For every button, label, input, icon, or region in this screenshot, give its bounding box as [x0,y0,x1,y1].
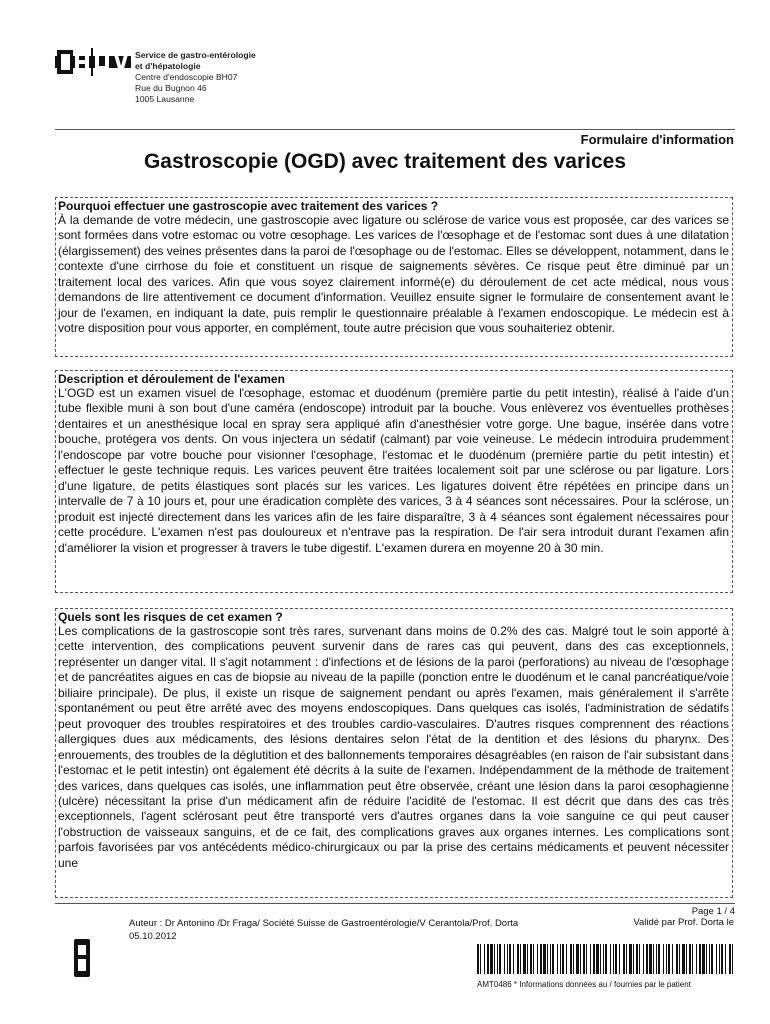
vaud-canton-logo [72,937,92,979]
header-rule [55,129,735,130]
section-heading: Description et déroulement de l'examen [58,372,285,386]
author-line: Auteur : Dr Antonino /Dr Fraga/ Société Suisse de Gastroentérologie/V Cerantola/Prof. Dorta [129,918,519,929]
section-risks [55,608,733,898]
section-body: Les complications de la gastroscopie sont très rares, survenant dans moins de 0.2% des cas. Malgré tout le soin apporté à cette intervention, des complications peuvent survenir dans de rares cas qui peuvent, dans des cas exceptionnels, représenter un danger vital. Il s'agit notamment : d'infections et de lésions de la paroi (perforations) au niveau de l'œsophage et de pancréatites aigues en cas de biopsie au niveau de la papille (ponction entre le duodénum et le canal pancréatique/voie biliaire principale). De plus, il existe un risque de saignement pendant ou après l'examen, mais généralement il s'arrête spontanément ou peut être arrêté avec des moyens endoscopiques. Dans quelques cas isolés, l'administration de sédatifs peut provoquer des troubles respiratoires et des troubles cardio-vasculaires. D'autres risques comprennent des réactions allergiques dues aux médicaments, des lésions dentaires selon l'état de la dentition et des lésions du pharynx. Des enrouements, des troubles de la déglutition et des ballonnements temporaires désagréables (en raison de l'air subsistant dans l'estomac et le petit intestin) ont également été décrits à la suite de l'examen. Indépendamment de la méthode de traitement des varices, dans quelques cas isolés, une inflammation peut être observée, créant une lésion dans la paroi œsophagienne (ulcère) nécessitant la prise d'un médicament afin de réduire l'acidité de l'estomac. Il est décrit que dans des cas très exceptionnels, l'agent sclérosant peut être transporté vers d'autres organes dans la voie sanguine ce qui peut causer l'obstruction de vaisseaux sanguins, et de ce fait, des complications graves aux organes internes. Les complications sont parfois favorisées par vos antécédents médico-chirurgicaux ou par la prise des certains médicaments et peuvent nécessiter une [58,624,729,870]
author-date: 05.10.2012 [129,931,177,942]
document-code: AMT0486 * Informations données au / fournies par le patient [477,980,691,989]
department-address [135,50,256,105]
barcode [477,944,735,974]
section-heading: Quels sont les risques de cet examen ? [58,610,283,624]
validated-by: Validé par Prof. Dorta le [633,917,734,928]
dept-address-line3: Centre d'endoscopie BH07 [135,72,238,82]
section-why [55,197,733,357]
author-info [129,917,579,943]
page-number: Page 1 / 4 [691,906,735,917]
chuv-logo [55,48,131,76]
page-title: Gastroscopie (OGD) avec traitement des varices [143,150,627,173]
dept-address-line5: 1005 Lausanne [135,94,195,104]
footer-rule [55,903,735,904]
dept-address-line4: Rue du Bugnon 46 [135,83,207,93]
section-description [55,370,733,593]
dept-name-line2: et d'hépatologie [135,61,201,71]
section-heading: Pourquoi effectuer une gastroscopie avec traitement des varices ? [58,199,439,213]
form-type-label: Formulaire d'information [580,132,734,147]
section-body: L'OGD est un examen visuel de l'œsophage, estomac et duodénum (première partie du petit intestin), réalisé à l'aide d'un tube flexible muni à son bout d'une caméra (endoscope) introduit par la bouche. Vous enlèverez vos éventuelles prothèses dentaires et un anesthésique local en spray sera appliqué afin d'anesthésier votre gorge. Une bague, insérée dans votre bouche, protégera vos dents. On vous injectera un sédatif (calmant) par voie veineuse. Le médecin introduira prudemment l'endoscope par votre bouche pour visionner l'œsophage, l'estomac et le duodénum (première partie du petit intestin) et effectuer le geste technique requis. Les varices peuvent être traitées localement soit par une sclérose ou par ligature. Lors d'une ligature, de petits élastiques sont placés sur les varices. Les ligatures doivent être répétées en principe dans un intervalle de 7 à 10 jours et, pour une éradication complète des varices, 3 à 4 séances sont nécessaires. Pour la sclérose, un produit est injecté directement dans les varices afin de les faire disparaître, 3 à 4 séances sont également nécessaires pour cette procédure. L'examen n'est pas douloureux et n'entrave pas la respiration. De l'air sera introduit durant l'examen afin d'améliorer la vision et progresser à travers le tube digestif. L'examen durera en moyenne 20 à 30 min. [58,386,729,555]
section-body: À la demande de votre médecin, une gastroscopie avec ligature ou sclérose de varice vous est proposée, car des varices se sont formées dans votre estomac ou votre œsophage. Les varices de l'œsophage et de l'estomac sont dues à une dilatation (élargissement) des veines présentes dans la paroi de l'œsophage ou de l'estomac. Elles se développent, notamment, dans le contexte d'une cirrhose du foie et constituent un risque de saignements sévères. Ce risque peut être diminué par un traitement local des varices. Afin que vous soyez clairement informé(e) du déroulement de cet acte médical, nous vous demandons de lire attentivement ce document d'information. Veuillez ensuite signer le formulaire de consentement avant le jour de l'examen, en indiquant la date, puis remplir le questionnaire préalable à l'examen endoscopique. Le médecin est à votre disposition pour vous apporter, en complément, toute autre précision que vous souhaiteriez obtenir. [58,213,729,336]
dept-name-line1: Service de gastro-entérologie [135,50,256,60]
